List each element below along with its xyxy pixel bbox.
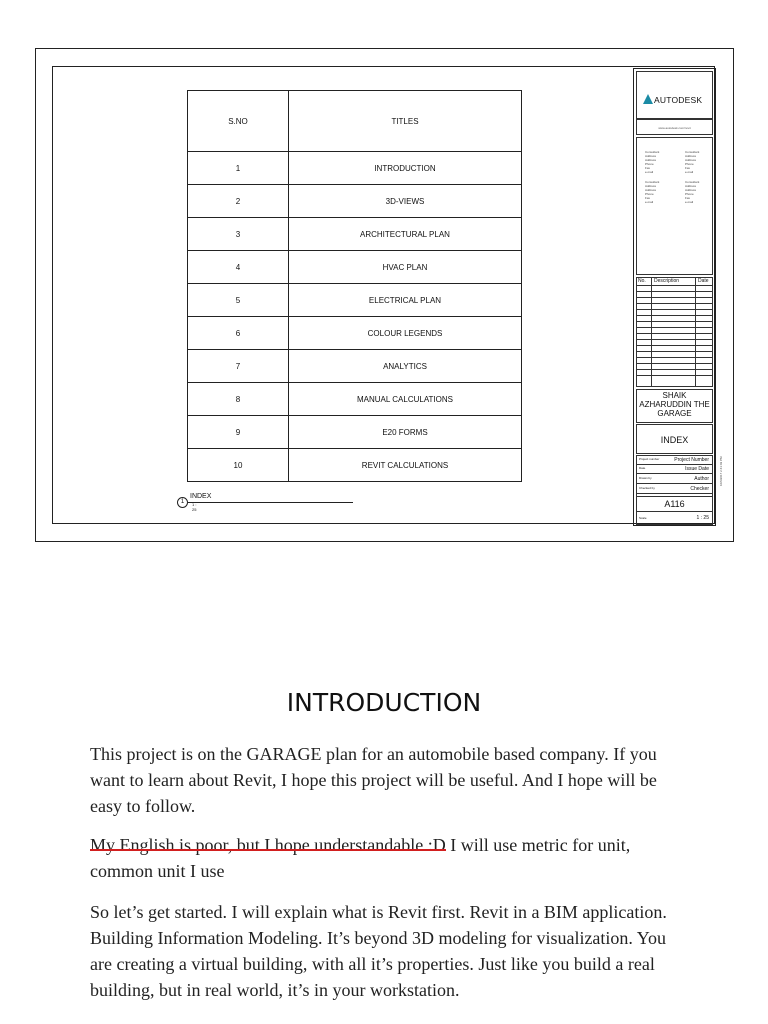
row-number: 9 (188, 416, 289, 449)
consultants-box (636, 137, 713, 275)
paragraph-revit: So let’s get started. I will explain what is Revit first. Revit in a BIM application. Building Information Modeling. It’s beyond 3D modeling for visualization. You are creating a virtual building, with all it’s properties. Just like you build a real building, but in real world, it’s in your workstation. (90, 902, 667, 1000)
paragraph-english-rest: I will use metric for unit, common unit I use (90, 835, 631, 881)
revision-line (637, 309, 712, 310)
revision-line (637, 339, 712, 340)
row-number: 4 (188, 251, 289, 284)
paragraph-english (90, 832, 680, 884)
sheet-number: A116 (637, 496, 712, 512)
page-title: INTRODUCTION (286, 688, 482, 717)
revision-line (637, 351, 712, 352)
table-row (188, 317, 522, 350)
title-block (633, 68, 716, 526)
revision-line (637, 357, 712, 358)
row-title: HVAC PLAN (289, 251, 522, 284)
revision-line (637, 333, 712, 334)
table-row (188, 218, 522, 251)
revision-line (637, 291, 712, 292)
row-number: 3 (188, 218, 289, 251)
struck-text: My English is poor, but I hope understandable :D (90, 835, 446, 855)
consultant-1: Consultant Address Address Phone Fax e-mail (645, 150, 660, 174)
revision-line (637, 345, 712, 346)
revision-line (637, 369, 712, 370)
table-row (188, 284, 522, 317)
consultant-2: Consultant Address Address Phone Fax e-mail (685, 150, 700, 174)
website-text: www.autodesk.com/revit (636, 119, 713, 135)
revision-line (637, 327, 712, 328)
revision-header (637, 278, 712, 286)
row-title: INTRODUCTION (289, 152, 522, 185)
view-scale: 1 : 25 (192, 502, 197, 512)
table-row (188, 251, 522, 284)
project-number-row: Project number Project Number (637, 456, 712, 465)
sheet-name: INDEX (636, 424, 713, 454)
index-table-header (188, 91, 522, 152)
row-title: COLOUR LEGENDS (289, 317, 522, 350)
row-number: 2 (188, 185, 289, 218)
row-number: 1 (188, 152, 289, 185)
autodesk-logo-icon (643, 94, 653, 104)
row-number: 7 (188, 350, 289, 383)
logo-text: AUTODESK (654, 95, 703, 105)
row-title: ANALYTICS (289, 350, 522, 383)
row-number: 8 (188, 383, 289, 416)
row-number: 5 (188, 284, 289, 317)
revision-line (637, 363, 712, 364)
row-number: 6 (188, 317, 289, 350)
revision-no-header: No. (638, 278, 646, 284)
revision-line (637, 297, 712, 298)
table-row (188, 416, 522, 449)
revision-line (637, 315, 712, 316)
index-table (187, 90, 522, 482)
revision-line (637, 321, 712, 322)
view-title-line (188, 502, 353, 503)
row-number: 10 (188, 449, 289, 482)
row-title: E20 FORMS (289, 416, 522, 449)
revision-date-header: Date (698, 278, 709, 284)
view-number-circle: 1 (177, 497, 188, 508)
logo-box (636, 71, 713, 119)
revision-line (637, 375, 712, 376)
drawn-by-row: Drawn by Author (637, 475, 712, 484)
row-title: ELECTRICAL PLAN (289, 284, 522, 317)
row-title: MANUAL CALCULATIONS (289, 383, 522, 416)
project-name: SHAIK AZHARUDDIN THE GARAGE (636, 389, 713, 423)
row-title: REVIT CALCULATIONS (289, 449, 522, 482)
row-title: 3D-VIEWS (289, 185, 522, 218)
date-row: Date Issue Date (637, 465, 712, 474)
view-title-label: INDEX (190, 493, 212, 500)
table-row (188, 449, 522, 482)
revision-schedule (636, 277, 713, 387)
consultant-4: Consultant Address Address Phone Fax e-mail (685, 180, 700, 204)
table-row (188, 152, 522, 185)
sno-header: S.NO (188, 91, 289, 152)
revision-description-header: Description (654, 278, 680, 284)
sheet-info (636, 455, 713, 525)
titles-header: TITLES (289, 91, 522, 152)
print-timestamp: 10/6/2017 2:41:49 PM (719, 456, 723, 486)
scale-row: Scale 1 : 25 (639, 515, 709, 521)
paragraph-intro: This project is on the GARAGE plan for an automobile based company. If you want to learn about Revit, I hope this project will be useful. And I hope will be easy to follow. (90, 744, 657, 816)
table-row (188, 383, 522, 416)
consultant-3: Consultant Address Address Phone Fax e-mail (645, 180, 660, 204)
table-row (188, 185, 522, 218)
checked-by-row: Checked by Checker (637, 485, 712, 494)
row-title: ARCHITECTURAL PLAN (289, 218, 522, 251)
revision-line (637, 303, 712, 304)
table-row (188, 350, 522, 383)
